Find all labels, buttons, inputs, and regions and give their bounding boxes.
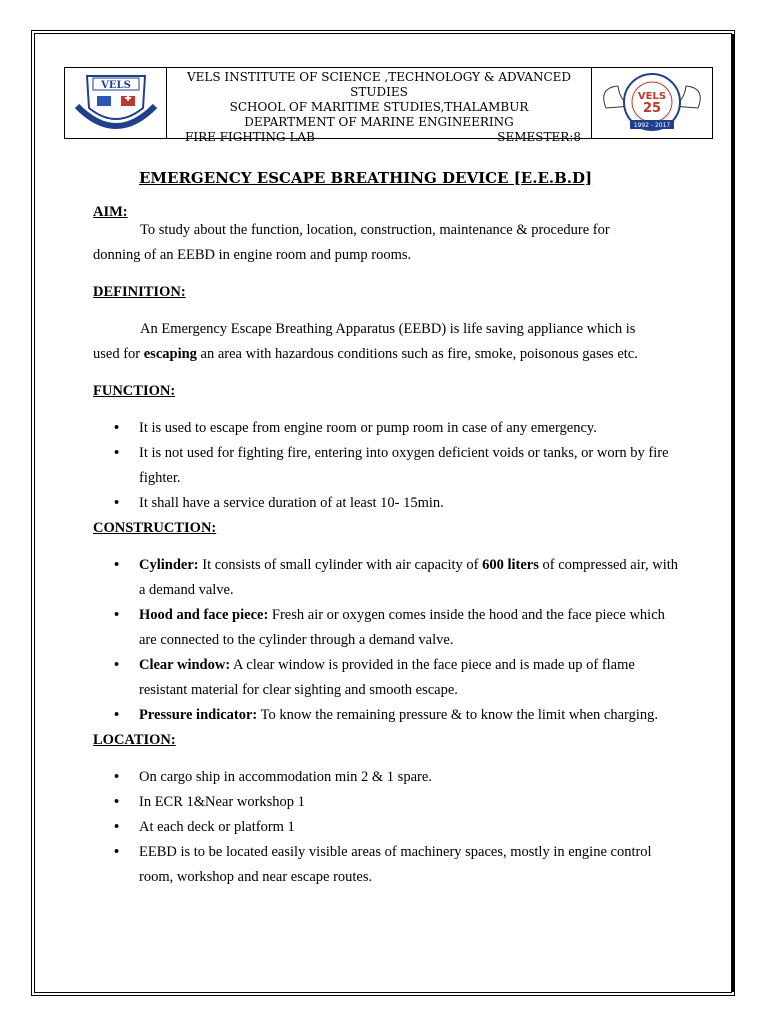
list-item: • Hood and face piece: Fresh air or oxygen comes inside the hood and the face piece which are connected to the cylinder through a demand valve.	[139, 603, 683, 653]
construction-list	[93, 553, 683, 728]
header-text-block	[167, 68, 591, 144]
school-name: SCHOOL OF MARITIME STUDIES,THALAMBUR	[229, 100, 529, 114]
location-heading: LOCATION:	[93, 732, 176, 748]
list-item: • It is not used for fighting fire, entering into oxygen deficient voids or tanks, or worn by fire fighter.	[139, 441, 683, 491]
definition-heading: DEFINITION:	[93, 284, 186, 300]
location-list	[93, 765, 683, 890]
list-item: • In ECR 1&Near workshop 1	[139, 790, 683, 815]
semester-label: SEMESTER:8	[497, 130, 581, 144]
function-list	[93, 416, 683, 516]
document-header	[64, 67, 713, 144]
escaping-emphasis: escaping	[143, 346, 197, 362]
svg-text:25: 25	[642, 101, 662, 116]
document-body	[93, 200, 683, 890]
definition-line-2: used for escaping an area with hazardous conditions such as fire, smoke, poisonous gases etc.	[93, 346, 638, 362]
aim-heading: AIM:	[93, 204, 128, 220]
list-item: • At each deck or platform 1	[139, 815, 683, 840]
function-heading: FUNCTION:	[93, 383, 176, 399]
document-title: EMERGENCY ESCAPE BREATHING DEVICE [E.E.B.D]	[139, 169, 593, 187]
vels-logo-left	[65, 68, 167, 138]
vels-25-logo-right	[591, 68, 712, 138]
list-item: • Pressure indicator: To know the remaining pressure & to know the limit when charging.	[139, 703, 683, 728]
department-name: DEPARTMENT OF MARINE ENGINEERING	[244, 115, 514, 129]
list-item: • It is used to escape from engine room or pump room in case of any emergency.	[139, 416, 683, 441]
svg-text:VELS: VELS	[101, 80, 131, 91]
definition-line-1: An Emergency Escape Breathing Apparatus (EEBD) is life saving appliance which is	[140, 321, 636, 337]
list-item: • EEBD is to be located easily visible areas of machinery spaces, mostly in engine control room, workshop and near escape routes.	[139, 840, 683, 890]
lab-name: FIRE FIGHTING LAB	[185, 130, 315, 144]
construction-heading: CONSTRUCTION:	[93, 520, 217, 536]
institute-name: VELS INSTITUTE OF SCIENCE ,TECHNOLOGY & ADVANCED STUDIES	[186, 70, 572, 99]
list-item: • Cylinder: It consists of small cylinder with air capacity of 600 liters of compressed air, with a demand valve.	[139, 553, 683, 603]
aim-line-2: donning of an EEBD in engine room and pump rooms.	[93, 247, 412, 263]
list-item: • On cargo ship in accommodation min 2 & 1 spare.	[139, 765, 683, 790]
list-item: • Clear window: A clear window is provided in the face piece and is made up of flame resistant material for clear sighting and smooth escape.	[139, 653, 683, 703]
svg-text:1992 - 2017: 1992 - 2017	[633, 122, 671, 129]
aim-line-1: To study about the function, location, construction, maintenance & procedure for	[140, 222, 610, 238]
list-item: • It shall have a service duration of at least 10- 15min.	[139, 491, 683, 516]
svg-text:VELS: VELS	[637, 91, 667, 102]
